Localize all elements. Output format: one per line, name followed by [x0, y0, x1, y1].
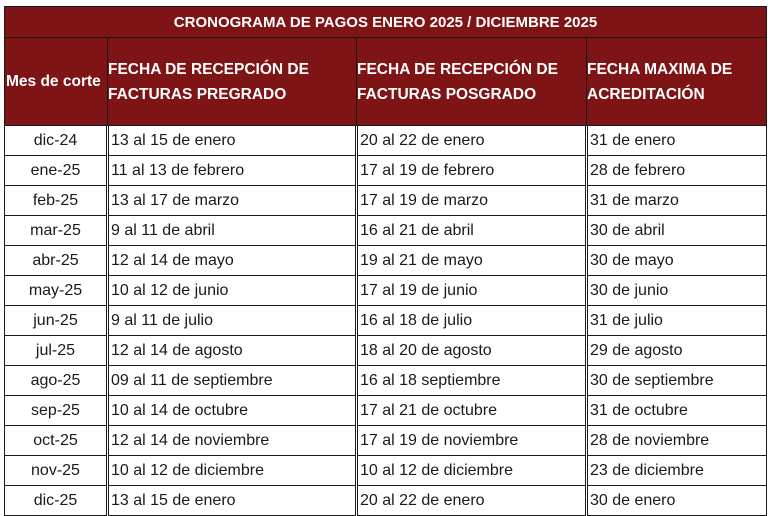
- posgrado-cell: 17 al 19 de junio: [357, 276, 587, 306]
- table-row: [5, 216, 767, 246]
- column-header-acreditacion: FECHA MAXIMA DE ACREDITACIÓN: [587, 38, 767, 126]
- month-cell: sep-25: [5, 396, 108, 426]
- table-row: [5, 426, 767, 456]
- posgrado-cell: 16 al 18 septiembre: [357, 366, 587, 396]
- posgrado-cell: 10 al 12 de diciembre: [357, 456, 587, 486]
- month-cell: abr-25: [5, 246, 108, 276]
- table-row: [5, 456, 767, 486]
- column-header-posgrado: FECHA DE RECEPCIÓN DE FACTURAS POSGRADO: [357, 38, 587, 126]
- acreditacion-cell: 31 de octubre: [587, 396, 767, 426]
- month-cell: ago-25: [5, 366, 108, 396]
- pregrado-cell: 13 al 15 de enero: [108, 126, 357, 156]
- table-row: [5, 366, 767, 396]
- posgrado-cell: 20 al 22 de enero: [357, 126, 587, 156]
- payment-schedule-table: [4, 6, 767, 516]
- pregrado-cell: 10 al 12 de diciembre: [108, 456, 357, 486]
- pregrado-cell: 09 al 11 de septiembre: [108, 366, 357, 396]
- table-row: [5, 186, 767, 216]
- table-row: [5, 336, 767, 366]
- column-header-pregrado: FECHA DE RECEPCIÓN DE FACTURAS PREGRADO: [108, 38, 357, 126]
- pregrado-cell: 9 al 11 de abril: [108, 216, 357, 246]
- month-cell: dic-24: [5, 126, 108, 156]
- acreditacion-cell: 30 de abril: [587, 216, 767, 246]
- posgrado-cell: 16 al 18 de julio: [357, 306, 587, 336]
- posgrado-cell: 17 al 21 de octubre: [357, 396, 587, 426]
- acreditacion-cell: 30 de enero: [587, 486, 767, 516]
- table-row: [5, 276, 767, 306]
- month-cell: ene-25: [5, 156, 108, 186]
- acreditacion-cell: 30 de septiembre: [587, 366, 767, 396]
- acreditacion-cell: 30 de junio: [587, 276, 767, 306]
- acreditacion-cell: 28 de noviembre: [587, 426, 767, 456]
- posgrado-cell: 17 al 19 de febrero: [357, 156, 587, 186]
- acreditacion-cell: 29 de agosto: [587, 336, 767, 366]
- table-body: [5, 126, 767, 516]
- acreditacion-cell: 31 de julio: [587, 306, 767, 336]
- table-row: [5, 156, 767, 186]
- month-cell: mar-25: [5, 216, 108, 246]
- pregrado-cell: 12 al 14 de mayo: [108, 246, 357, 276]
- pregrado-cell: 13 al 15 de enero: [108, 486, 357, 516]
- acreditacion-cell: 28 de febrero: [587, 156, 767, 186]
- posgrado-cell: 17 al 19 de noviembre: [357, 426, 587, 456]
- acreditacion-cell: 23 de diciembre: [587, 456, 767, 486]
- column-header-month: Mes de corte: [5, 38, 108, 126]
- posgrado-cell: 17 al 19 de marzo: [357, 186, 587, 216]
- acreditacion-cell: 31 de marzo: [587, 186, 767, 216]
- month-cell: nov-25: [5, 456, 108, 486]
- pregrado-cell: 13 al 17 de marzo: [108, 186, 357, 216]
- pregrado-cell: 11 al 13 de febrero: [108, 156, 357, 186]
- month-cell: jun-25: [5, 306, 108, 336]
- month-cell: jul-25: [5, 336, 108, 366]
- posgrado-cell: 20 al 22 de enero: [357, 486, 587, 516]
- pregrado-cell: 10 al 12 de junio: [108, 276, 357, 306]
- posgrado-cell: 18 al 20 de agosto: [357, 336, 587, 366]
- month-cell: may-25: [5, 276, 108, 306]
- table-row: [5, 396, 767, 426]
- table-row: [5, 246, 767, 276]
- month-cell: feb-25: [5, 186, 108, 216]
- table-title: CRONOGRAMA DE PAGOS ENERO 2025 / DICIEMBRE 2025: [5, 7, 767, 38]
- table-row: [5, 486, 767, 516]
- pregrado-cell: 12 al 14 de noviembre: [108, 426, 357, 456]
- acreditacion-cell: 31 de enero: [587, 126, 767, 156]
- month-cell: oct-25: [5, 426, 108, 456]
- pregrado-cell: 10 al 14 de octubre: [108, 396, 357, 426]
- pregrado-cell: 12 al 14 de agosto: [108, 336, 357, 366]
- acreditacion-cell: 30 de mayo: [587, 246, 767, 276]
- posgrado-cell: 16 al 21 de abril: [357, 216, 587, 246]
- pregrado-cell: 9 al 11 de julio: [108, 306, 357, 336]
- posgrado-cell: 19 al 21 de mayo: [357, 246, 587, 276]
- table-row: [5, 306, 767, 336]
- month-cell: dic-25: [5, 486, 108, 516]
- table-row: [5, 126, 767, 156]
